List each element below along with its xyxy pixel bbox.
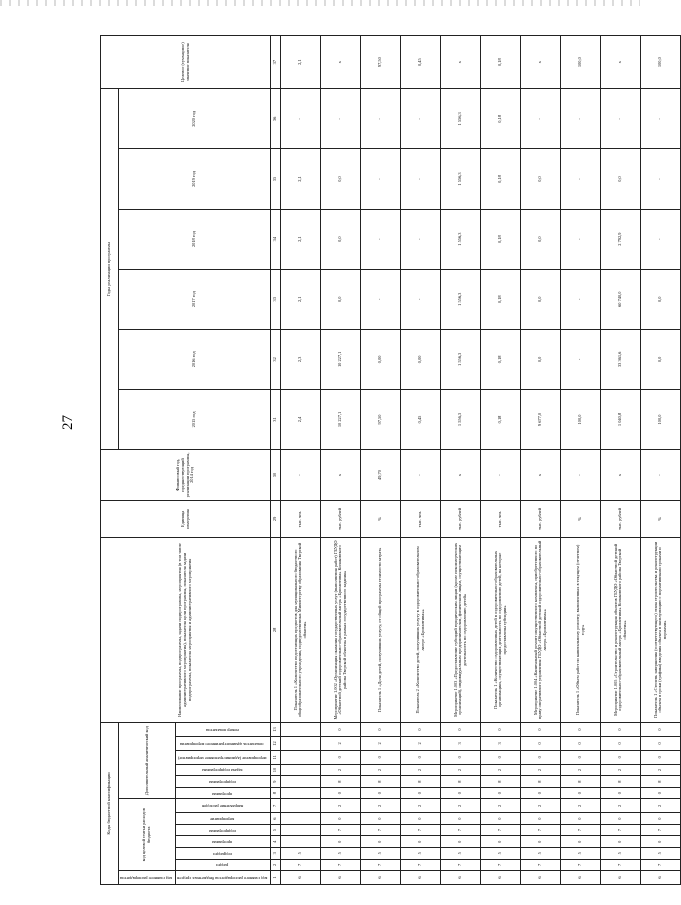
code-col-header: направление расходов (176, 799, 271, 813)
column-number-cell: 4 (271, 836, 281, 848)
row-unit-cell: % (641, 500, 681, 537)
codes-sub2-header: код целевой статьи расходов бюджета (119, 799, 176, 871)
row-year-value-cell: 1 556,3 (441, 389, 481, 449)
code-cell: 0 (521, 722, 561, 736)
code-cell: 5 (481, 848, 521, 860)
fin-year-column-header: Финансовый год, предшествующий реализации программы, 2014 год (101, 450, 271, 501)
row-year-value-cell: - (561, 329, 601, 389)
code-cell: 7 (641, 824, 681, 836)
row-name-cell: Показатель 1 «Объем работ по капитальному ремонту, выполненных в текущем (отчетном) году» (561, 537, 601, 722)
code-cell: 6 (321, 871, 361, 885)
row-fin-year-cell: - (281, 450, 321, 501)
code-cell: 8 (481, 776, 521, 788)
column-number-cell: 37 (271, 36, 281, 89)
code-cell: 6 (561, 871, 601, 885)
row-year-value-cell: 10 227,1 (321, 329, 361, 389)
code-col-header: код главного распорядителя бюджетных средств (176, 871, 271, 885)
code-cell: 7 (361, 859, 401, 871)
year-2016-header: 2016 год (119, 329, 271, 389)
code-col-header: мероприятие (176, 813, 271, 825)
table-row (401, 36, 441, 885)
code-col-header: раздел (176, 859, 271, 871)
row-year-value-cell: - (401, 89, 441, 149)
code-cell: 8 (601, 776, 641, 788)
code-cell: 0 (441, 750, 481, 764)
row-unit-cell: тыс. рублей (601, 500, 641, 537)
code-cell: 0 (361, 750, 401, 764)
code-cell: 7 (561, 859, 601, 871)
code-cell: 0 (601, 787, 641, 799)
code-cell: 0 (361, 813, 401, 825)
row-year-value-cell: 1 556,3 (441, 149, 481, 209)
column-number-cell: 32 (271, 329, 281, 389)
code-cell: 3 (441, 737, 481, 751)
row-year-value-cell: 0,18 (481, 149, 521, 209)
row-fin-year-cell: - (481, 450, 521, 501)
table-row (441, 36, 481, 885)
column-number-cell: 2 (271, 859, 281, 871)
row-unit-cell: % (561, 500, 601, 537)
code-cell: 0 (401, 750, 441, 764)
code-cell (281, 799, 321, 813)
column-number-cell: 11 (271, 750, 281, 764)
codes-group-header: Коды бюджетной классификации (101, 722, 119, 884)
code-cell: 2 (641, 799, 681, 813)
table-row (481, 36, 521, 885)
page-number: 27 (60, 415, 76, 430)
header-row-1 (101, 36, 119, 885)
code-cell: 0 (561, 836, 601, 848)
code-cell: 5 (401, 848, 441, 860)
column-number-cell: 6 (271, 813, 281, 825)
code-cell: 0 (481, 836, 521, 848)
code-cell: 2 (601, 764, 641, 776)
code-cell: 2 (401, 737, 441, 751)
code-cell: 0 (401, 813, 441, 825)
row-year-value-cell: - (641, 149, 681, 209)
code-cell: 2 (601, 799, 641, 813)
row-year-value-cell: - (641, 209, 681, 269)
code-cell: 0 (481, 787, 521, 799)
code-cell: 0 (441, 813, 481, 825)
column-number-cell: 29 (271, 500, 281, 537)
code-cell: 5 (561, 848, 601, 860)
code-cell (281, 750, 321, 764)
code-cell: 6 (441, 871, 481, 885)
code-cell: 7 (281, 859, 321, 871)
row-year-value-cell: 100,0 (641, 389, 681, 449)
row-year-value-cell: 1 556,3 (441, 329, 481, 389)
code-cell: 0 (321, 813, 361, 825)
code-cell: 0 (601, 737, 641, 751)
code-cell (281, 737, 321, 751)
code-cell: 7 (641, 859, 681, 871)
code-cell: 0 (321, 836, 361, 848)
row-fin-year-cell: x (521, 450, 561, 501)
code-col-header: программа (176, 787, 271, 799)
row-year-value-cell: - (361, 269, 401, 329)
row-final-value-cell: x (521, 36, 561, 89)
column-number-cell: 31 (271, 389, 281, 449)
row-fin-year-cell: x (601, 450, 641, 501)
row-year-value-cell: 0,45 (401, 389, 441, 449)
row-name-cell: Мероприятие 1.002 «Организация оказания государственных услуг (выполнения работ) ГБУДО «Областной детский оздоровительно-образовательный лагерь «Бригантина» Конаковского района Тверской области» в рамках государственного задания» (321, 537, 361, 722)
row-year-value-cell: 0,0 (321, 149, 361, 209)
code-cell (281, 722, 321, 736)
scan-noise-strip (0, 0, 640, 6)
code-col-header: подраздел (176, 848, 271, 860)
row-year-value-cell: 0,00 (361, 329, 401, 389)
year-2017-header: 2017 год (119, 269, 271, 329)
code-cell: 0 (641, 813, 681, 825)
code-cell: 5 (441, 848, 481, 860)
code-cell: 2 (521, 764, 561, 776)
code-cell: 2 (361, 799, 401, 813)
code-cell: 0 (641, 722, 681, 736)
column-number-cell: 13 (271, 722, 281, 736)
code-cell: 6 (281, 871, 321, 885)
row-final-value-cell: 0,18 (481, 36, 521, 89)
row-year-value-cell: 0,00 (401, 329, 441, 389)
code-cell (281, 776, 321, 788)
code-cell: 3 (481, 737, 521, 751)
code-cell: 5 (641, 848, 681, 860)
row-year-value-cell: 100,0 (561, 389, 601, 449)
row-year-value-cell: 0,0 (321, 209, 361, 269)
name-column-header: Наименование программы, подпрограммы, задачи подпрограммы, мероприятия (в том числе административного мероприятия), показателя цели программы, показателя задачи подпрограммы, показателя мероприятия и административного мероприятия (101, 537, 271, 722)
code-cell: 0 (321, 750, 361, 764)
code-cell: 5 (321, 848, 361, 860)
code-cell: 6 (361, 871, 401, 885)
row-name-cell: Показатель 2 «Количество детей, получивших услугу в оздоровительно-образовательном лагере «Бригантина»» (401, 537, 441, 722)
column-number-cell: 10 (271, 764, 281, 776)
code-cell (281, 813, 321, 825)
code-cell: 0 (401, 722, 441, 736)
code-cell: 6 (481, 871, 521, 885)
row-year-value-cell: 0,0 (641, 269, 681, 329)
code-cell: 6 (601, 871, 641, 885)
year-2018-header: 2018 год (119, 209, 271, 269)
row-unit-cell: тыс. рублей (521, 500, 561, 537)
row-year-value-cell: 33 361,6 (601, 329, 641, 389)
code-cell: 7 (481, 824, 521, 836)
column-number-cell: 12 (271, 737, 281, 751)
row-year-value-cell: 10 227,1 (321, 389, 361, 449)
code-cell: 6 (401, 871, 441, 885)
row-year-value-cell: 1 556,3 (441, 269, 481, 329)
column-number-cell: 3 (271, 848, 281, 860)
code-cell: 0 (561, 750, 601, 764)
row-year-value-cell: - (361, 209, 401, 269)
code-cell: 0 (641, 737, 681, 751)
code-cell (281, 764, 321, 776)
row-name-cell: Показатель 1 «Доля детей, получивших услугу, от общей программы стоимости затрат» (361, 537, 401, 722)
row-year-value-cell: 0,0 (521, 269, 561, 329)
code-col-header: показатель административного мероприятия (176, 737, 271, 751)
row-final-value-cell: x (441, 36, 481, 89)
row-year-value-cell: - (361, 149, 401, 209)
code-cell: 2 (321, 737, 361, 751)
code-cell: 7 (481, 859, 521, 871)
code-cell: 0 (561, 787, 601, 799)
years-group-header: Годы реализации программы (101, 89, 119, 450)
row-year-value-cell: 60 740,0 (601, 269, 641, 329)
code-cell: 0 (521, 787, 561, 799)
table-row (521, 36, 561, 885)
row-unit-cell: тыс. чел. (481, 500, 521, 537)
code-cell: 0 (321, 722, 361, 736)
code-col-header: номер показателя (176, 722, 271, 736)
code-cell: 0 (481, 813, 521, 825)
code-cell: 2 (361, 764, 401, 776)
table-row (281, 36, 321, 885)
code-cell: 8 (561, 776, 601, 788)
row-unit-cell: % (361, 500, 401, 537)
row-fin-year-cell: - (401, 450, 441, 501)
row-year-value-cell: - (401, 269, 441, 329)
row-name-cell: Мероприятие 1.004 «Капитальный ремонт имущественного комплекса, приобретенного по праву оперативного управления ГБУДО «Областной детский оздоровительно-образовательный лагерь «Бригантина»» (521, 537, 561, 722)
row-year-value-cell: - (561, 269, 601, 329)
code-cell: 0 (521, 836, 561, 848)
code-cell: 5 (601, 848, 641, 860)
code-cell: 0 (401, 787, 441, 799)
column-number-row (271, 36, 281, 885)
code-cell: 7 (321, 859, 361, 871)
code-cell: 8 (401, 776, 441, 788)
column-number-cell: 34 (271, 209, 281, 269)
code-col-header: программа (176, 836, 271, 848)
column-number-cell: 9 (271, 776, 281, 788)
row-year-value-cell: 1 556,3 (441, 89, 481, 149)
column-number-cell: 35 (271, 149, 281, 209)
table-row (321, 36, 361, 885)
row-year-value-cell: 2,1 (281, 209, 321, 269)
row-fin-year-cell: - (641, 450, 681, 501)
code-cell: 2 (521, 799, 561, 813)
code-cell: 8 (361, 776, 401, 788)
code-cell: 0 (361, 722, 401, 736)
row-year-value-cell: - (361, 89, 401, 149)
row-final-value-cell: 100,0 (641, 36, 681, 89)
code-cell: 0 (601, 750, 641, 764)
code-cell: 2 (401, 764, 441, 776)
indicator-table (100, 35, 681, 885)
code-cell: 0 (481, 750, 521, 764)
column-number-cell: 1 (271, 871, 281, 885)
row-fin-year-cell: 49,70 (361, 450, 401, 501)
code-cell: 8 (521, 776, 561, 788)
row-year-value-cell: - (321, 89, 361, 149)
row-year-value-cell: 0,0 (521, 209, 561, 269)
code-cell: 0 (601, 722, 641, 736)
column-number-cell: 30 (271, 450, 281, 501)
row-year-value-cell: - (641, 89, 681, 149)
row-year-value-cell: - (401, 149, 441, 209)
code-cell: 0 (401, 836, 441, 848)
code-cell: 6 (521, 871, 561, 885)
row-year-value-cell: 97,50 (361, 389, 401, 449)
code-cell: 8 (641, 776, 681, 788)
column-number-cell: 5 (271, 824, 281, 836)
code-cell: 0 (641, 836, 681, 848)
year-2020-header: 2020 год (119, 89, 271, 149)
row-final-value-cell: 100,0 (561, 36, 601, 89)
code-cell: 7 (601, 859, 641, 871)
code-cell: 0 (441, 836, 481, 848)
code-cell: 2 (641, 764, 681, 776)
code-cell: 0 (601, 836, 641, 848)
code-cell: 7 (561, 824, 601, 836)
row-year-value-cell: 9 677,0 (521, 389, 561, 449)
row-year-value-cell: - (601, 89, 641, 149)
code-cell: 0 (561, 813, 601, 825)
code-cell: 2 (401, 799, 441, 813)
column-number-cell: 33 (271, 269, 281, 329)
row-name-cell: Показатель 1 «Количество оздоровленных детей в оздоровительно-образовательных организациях, осуществляющих деятельность по оздоровлению детей, на которые предоставлены субсидии» (481, 537, 521, 722)
code-cell: 2 (361, 737, 401, 751)
row-name-cell: Мероприятие 1.003 «Предоставление субсидий юридическим лицам (кроме некоммерческих организаций), индивидуальным предпринимателям, физическим лицам, осуществляющим деятельность по оздоровлению детей» (441, 537, 481, 722)
row-year-value-cell: 0,18 (481, 329, 521, 389)
code-cell: 7 (321, 824, 361, 836)
code-cell: 0 (321, 787, 361, 799)
code-cell: 7 (401, 824, 441, 836)
row-year-value-cell: 0,0 (321, 269, 361, 329)
code-col-header: подпрограмма (176, 824, 271, 836)
code-col-header: задача подпрограммы (176, 764, 271, 776)
row-year-value-cell: - (401, 209, 441, 269)
code-cell: 2 (561, 799, 601, 813)
code-cell: 6 (641, 871, 681, 885)
column-number-cell: 36 (271, 89, 281, 149)
code-cell: 0 (361, 787, 401, 799)
row-final-value-cell: x (601, 36, 641, 89)
row-final-value-cell: x (321, 36, 361, 89)
column-number-cell: 8 (271, 787, 281, 799)
code-cell: 2 (321, 799, 361, 813)
code-cell: 7 (521, 859, 561, 871)
table-row (641, 36, 681, 885)
code-cell: 7 (441, 859, 481, 871)
row-name-cell: Показатель 1 «Количество недостающих предметов для муниципального бюджетного общеобразовательного учреждения, подведомственных Министерству образования Тверской области» (281, 537, 321, 722)
table-row (361, 36, 401, 885)
code-col-header: подпрограмма (176, 776, 271, 788)
row-year-value-cell: 0,18 (481, 269, 521, 329)
code-cell: 0 (481, 722, 521, 736)
code-cell: 2 (481, 764, 521, 776)
row-year-value-cell: 0,0 (521, 329, 561, 389)
code-cell: 0 (641, 787, 681, 799)
unit-column-header: Единица измерения (101, 500, 271, 537)
codes-sub3-header: Дополнительный аналитический код (119, 722, 176, 799)
code-cell: 7 (441, 824, 481, 836)
row-unit-cell: тыс. рублей (441, 500, 481, 537)
code-cell: 2 (481, 799, 521, 813)
code-cell (281, 824, 321, 836)
code-cell: 8 (441, 776, 481, 788)
code-cell: 0 (521, 737, 561, 751)
row-final-value-cell: 0,45 (401, 36, 441, 89)
row-unit-cell: тыс. чел. (401, 500, 441, 537)
row-year-value-cell: 2,1 (281, 149, 321, 209)
table-row (561, 36, 601, 885)
code-cell: 7 (401, 859, 441, 871)
row-year-value-cell: - (561, 149, 601, 209)
row-year-value-cell: 0,18 (481, 89, 521, 149)
row-year-value-cell: - (561, 89, 601, 149)
row-fin-year-cell: x (321, 450, 361, 501)
code-cell: 7 (361, 824, 401, 836)
row-year-value-cell: 0,18 (481, 389, 521, 449)
row-year-value-cell: 1 556,3 (441, 209, 481, 269)
code-cell: 5 (521, 848, 561, 860)
row-year-value-cell: 2,3 (281, 329, 321, 389)
row-year-value-cell: 2,4 (281, 389, 321, 449)
year-2019-header: 2019 год (119, 149, 271, 209)
column-number-cell: 7 (271, 799, 281, 813)
table-row (601, 36, 641, 885)
row-unit-cell: тыс. чел. (281, 500, 321, 537)
row-final-value-cell: 2,1 (281, 36, 321, 89)
row-year-value-cell: 0,0 (521, 149, 561, 209)
code-cell: 5 (281, 848, 321, 860)
row-year-value-cell: - (561, 209, 601, 269)
code-cell: 0 (641, 750, 681, 764)
code-cell: 7 (521, 824, 561, 836)
column-number-cell: 28 (271, 537, 281, 722)
code-cell: 0 (601, 813, 641, 825)
code-cell (281, 787, 321, 799)
year-2015-header: 2015 год (119, 389, 271, 449)
row-fin-year-cell: - (561, 450, 601, 501)
row-year-value-cell: 2 792,9 (601, 209, 641, 269)
code-cell: 7 (601, 824, 641, 836)
row-name-cell: Мероприятие 1.005 «Строительство и реконструкция объектов ГБУДО «Областной детский оздоровительно-образовательный лагерь «Бригантина» Конаковского района Тверской области»» (601, 537, 641, 722)
program-table (100, 35, 668, 885)
final-column-header: Целевое (суммарное) значение показателя (101, 36, 271, 89)
code-cell (281, 836, 321, 848)
row-year-value-cell: - (281, 89, 321, 149)
code-cell: 0 (521, 750, 561, 764)
code-cell: 2 (321, 764, 361, 776)
row-year-value-cell: 0,0 (641, 329, 681, 389)
row-name-cell: Показатель 1 «Степень завершения (соответствующего) этапа строительства и реконструкции объекта в сроки (графика) введения объекта в эксплуатацию с нормативными сроками и нормами» (641, 537, 681, 722)
code-cell: 2 (441, 764, 481, 776)
code-cell: 0 (561, 722, 601, 736)
row-year-value-cell: - (521, 89, 561, 149)
row-final-value-cell: 97,50 (361, 36, 401, 89)
code-cell: 0 (521, 813, 561, 825)
row-year-value-cell: 0,0 (601, 149, 641, 209)
row-fin-year-cell: x (441, 450, 481, 501)
code-cell: 2 (441, 799, 481, 813)
row-year-value-cell: 1 040,8 (601, 389, 641, 449)
row-year-value-cell: 2,1 (281, 269, 321, 329)
code-cell: 0 (441, 722, 481, 736)
row-unit-cell: тыс. рублей (321, 500, 361, 537)
code-cell: 2 (561, 764, 601, 776)
row-year-value-cell: 0,18 (481, 209, 521, 269)
code-cell: 0 (561, 737, 601, 751)
code-cell: 0 (361, 836, 401, 848)
code-cell: 0 (441, 787, 481, 799)
code-col-header: мероприятие (административное мероприятие) (176, 750, 271, 764)
code-cell: 8 (321, 776, 361, 788)
code-cell: 5 (361, 848, 401, 860)
codes-sub1-header: код главного распорядителя (119, 871, 176, 885)
